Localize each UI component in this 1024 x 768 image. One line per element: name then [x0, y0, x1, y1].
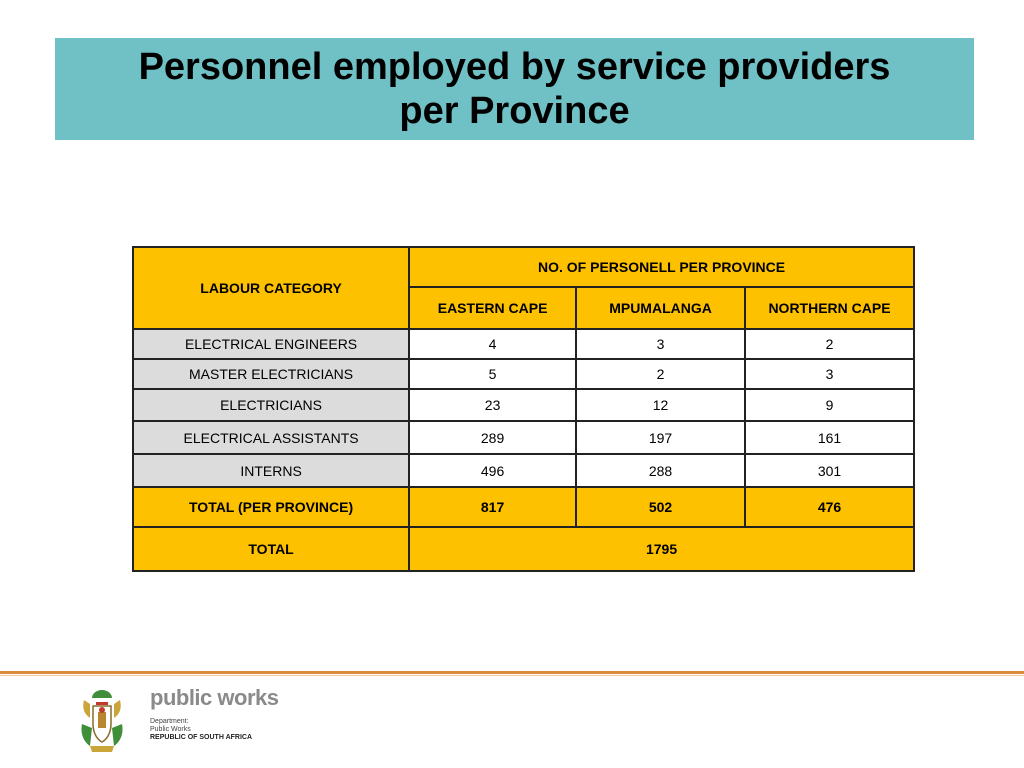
row-value: 2 — [576, 359, 745, 389]
header-province-northern-cape: NORTHERN CAPE — [745, 287, 914, 329]
province-total-row — [133, 487, 914, 527]
logo-name: public works — [150, 685, 279, 710]
row-value: 197 — [576, 421, 745, 454]
row-value: 288 — [576, 454, 745, 487]
province-total-value: 476 — [745, 487, 914, 527]
logo-line-department: Department: — [150, 718, 189, 725]
table-row — [133, 454, 914, 487]
row-category: ELECTRICIANS — [133, 389, 409, 421]
row-value: 2 — [745, 329, 914, 359]
header-province-eastern-cape: EASTERN CAPE — [409, 287, 576, 329]
row-value: 289 — [409, 421, 576, 454]
grand-total-value: 1795 — [409, 527, 914, 571]
table-row — [133, 421, 914, 454]
table-row — [133, 389, 914, 421]
logo-line-public-works: Public Works — [150, 726, 191, 733]
row-category: INTERNS — [133, 454, 409, 487]
table-header-row — [133, 247, 914, 287]
personnel-table — [132, 246, 915, 572]
grand-total-row — [133, 527, 914, 571]
slide-title: Personnel employed by service providers per Province — [138, 46, 891, 132]
province-total-value: 502 — [576, 487, 745, 527]
footer-divider — [0, 671, 1024, 674]
row-value: 5 — [409, 359, 576, 389]
province-total-label: TOTAL (PER PROVINCE) — [133, 487, 409, 527]
row-value: 12 — [576, 389, 745, 421]
header-labour-category: LABOUR CATEGORY — [133, 247, 409, 329]
row-value: 161 — [745, 421, 914, 454]
header-province-mpumalanga: MPUMALANGA — [576, 287, 745, 329]
row-value: 23 — [409, 389, 576, 421]
coat-of-arms-icon — [76, 684, 128, 756]
table-row — [133, 329, 914, 359]
title-band — [55, 38, 974, 140]
table-row — [133, 359, 914, 389]
grand-total-label: TOTAL — [133, 527, 409, 571]
row-category: ELECTRICAL ENGINEERS — [133, 329, 409, 359]
row-value: 3 — [576, 329, 745, 359]
row-category: ELECTRICAL ASSISTANTS — [133, 421, 409, 454]
footer-divider-shadow — [0, 675, 1024, 676]
logo-line-republic: REPUBLIC OF SOUTH AFRICA — [150, 734, 253, 741]
row-value: 301 — [745, 454, 914, 487]
province-total-value: 817 — [409, 487, 576, 527]
row-category: MASTER ELECTRICIANS — [133, 359, 409, 389]
row-value: 3 — [745, 359, 914, 389]
row-value: 9 — [745, 389, 914, 421]
header-personnel-per-province: NO. OF PERSONELL PER PROVINCE — [409, 247, 914, 287]
row-value: 496 — [409, 454, 576, 487]
public-works-logo — [150, 686, 350, 742]
row-value: 4 — [409, 329, 576, 359]
